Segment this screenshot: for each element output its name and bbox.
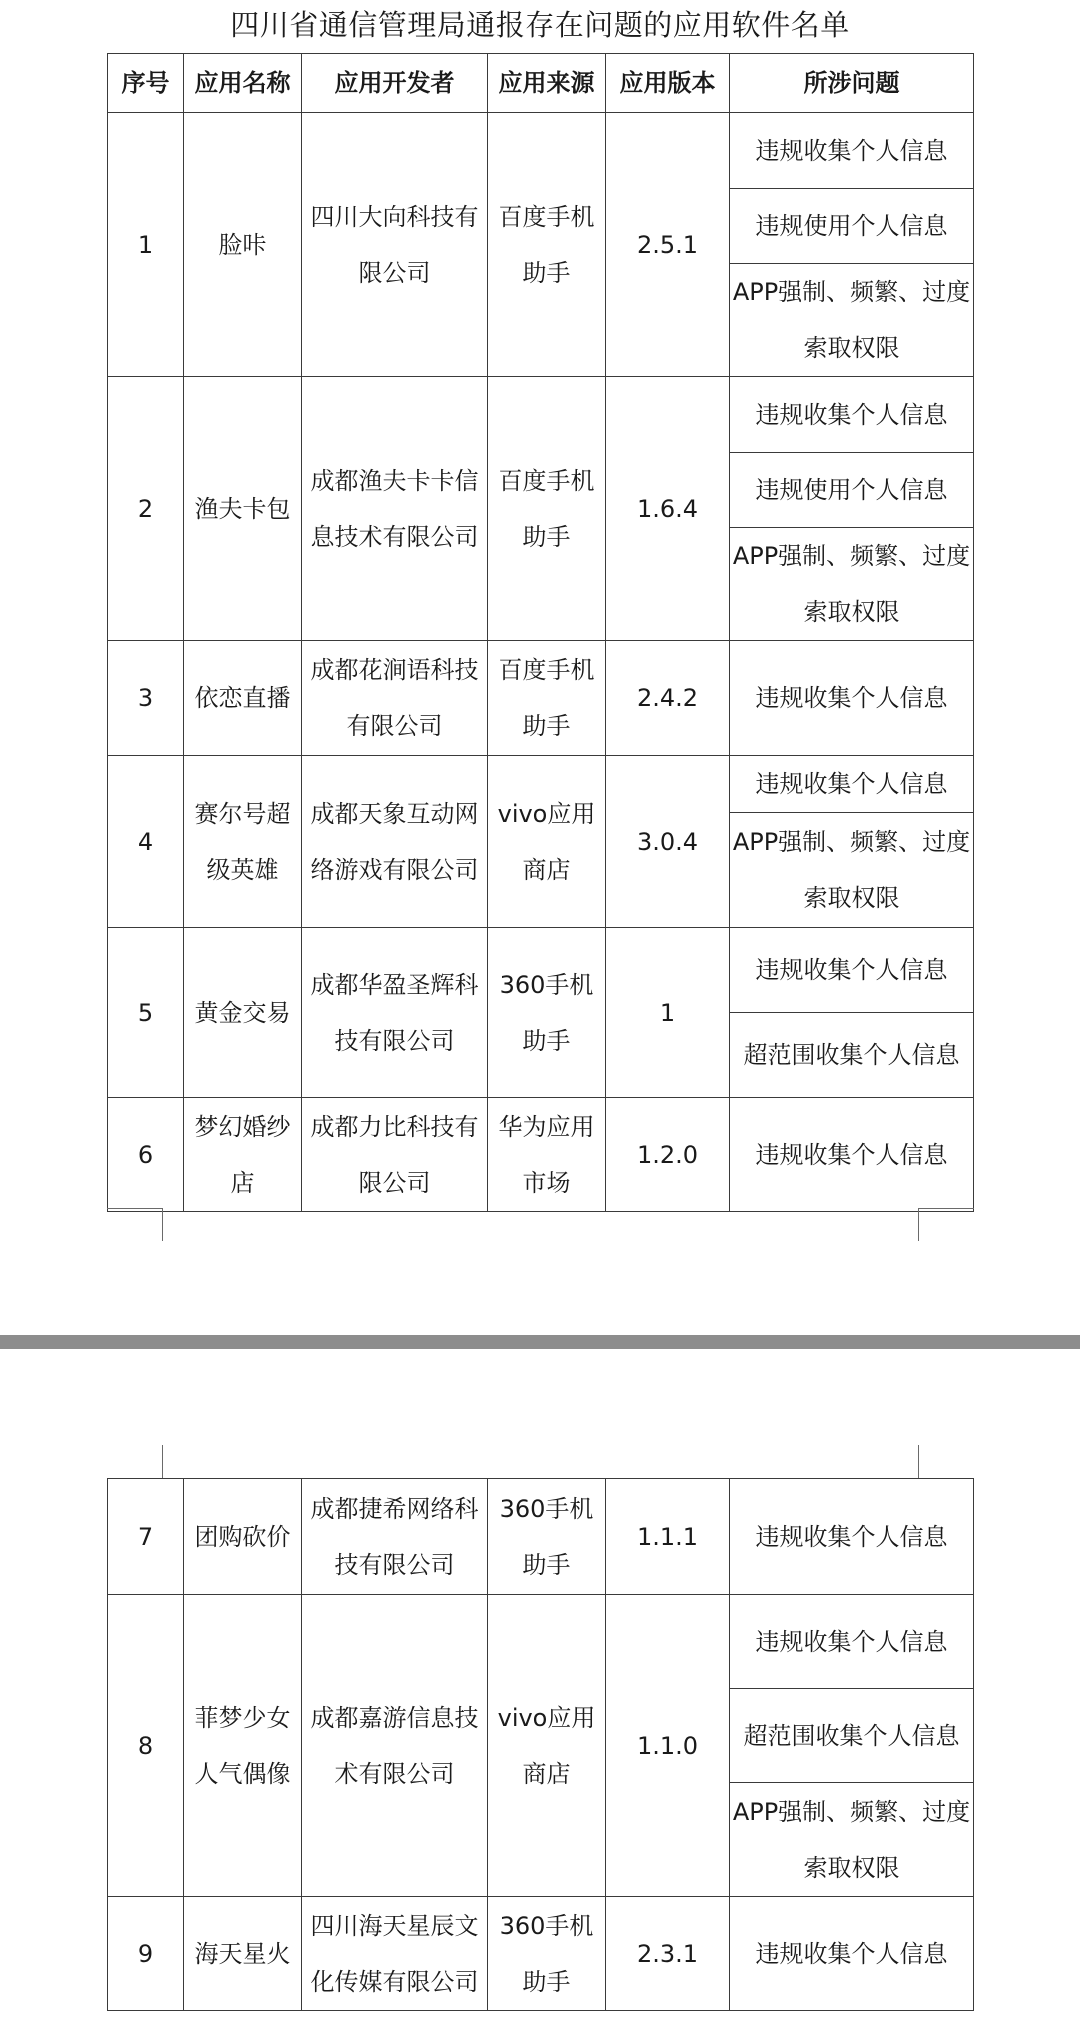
source: 360手机助手 xyxy=(488,1897,606,2011)
header-no: 序号 xyxy=(108,54,184,113)
table-row xyxy=(108,113,974,189)
app-list-table-page-2 xyxy=(107,1478,974,2011)
crop-mark xyxy=(162,1445,163,1478)
header-source: 应用来源 xyxy=(488,54,606,113)
app-name: 赛尔号超级英雄 xyxy=(184,756,302,928)
issue: 违规收集个人信息 xyxy=(730,113,974,189)
source: 百度手机助手 xyxy=(488,113,606,377)
row-no: 6 xyxy=(108,1098,184,1212)
version: 1.6.4 xyxy=(606,377,730,641)
row-no: 4 xyxy=(108,756,184,928)
issue: 违规使用个人信息 xyxy=(730,189,974,264)
version: 2.5.1 xyxy=(606,113,730,377)
developer: 成都华盈圣辉科技有限公司 xyxy=(302,928,488,1098)
source: vivo应用商店 xyxy=(488,756,606,928)
source: 360手机助手 xyxy=(488,1479,606,1595)
header-row xyxy=(108,54,974,113)
crop-mark xyxy=(918,1445,919,1478)
app-name: 菲梦少女人气偶像 xyxy=(184,1595,302,1897)
header-version: 应用版本 xyxy=(606,54,730,113)
version: 3.0.4 xyxy=(606,756,730,928)
app-name: 脸咔 xyxy=(184,113,302,377)
row-no: 5 xyxy=(108,928,184,1098)
version: 1 xyxy=(606,928,730,1098)
issue: 违规收集个人信息 xyxy=(730,1479,974,1595)
issue: 超范围收集个人信息 xyxy=(730,1013,974,1098)
version: 2.3.1 xyxy=(606,1897,730,2011)
issue: APP强制、频繁、过度索取权限 xyxy=(730,1783,974,1897)
developer: 成都捷希网络科技有限公司 xyxy=(302,1479,488,1595)
issue: 超范围收集个人信息 xyxy=(730,1689,974,1783)
source: 百度手机助手 xyxy=(488,641,606,756)
header-app-name: 应用名称 xyxy=(184,54,302,113)
issue: 违规收集个人信息 xyxy=(730,1595,974,1689)
app-list-table-page-1 xyxy=(107,53,974,1212)
version: 1.1.0 xyxy=(606,1595,730,1897)
page-separator xyxy=(0,1335,1080,1349)
table-row xyxy=(108,641,974,756)
developer: 成都天象互动网络游戏有限公司 xyxy=(302,756,488,928)
table-row xyxy=(108,1595,974,1689)
table-row xyxy=(108,1897,974,2011)
row-no: 7 xyxy=(108,1479,184,1595)
issue: APP强制、频繁、过度索取权限 xyxy=(730,528,974,641)
header-issues: 所涉问题 xyxy=(730,54,974,113)
app-name: 渔夫卡包 xyxy=(184,377,302,641)
source: 百度手机助手 xyxy=(488,377,606,641)
issue: APP强制、频繁、过度索取权限 xyxy=(730,264,974,377)
developer: 成都渔夫卡卡信息技术有限公司 xyxy=(302,377,488,641)
page-title: 四川省通信管理局通报存在问题的应用软件名单 xyxy=(230,8,850,42)
issue: 违规收集个人信息 xyxy=(730,641,974,756)
version: 1.1.1 xyxy=(606,1479,730,1595)
app-name: 团购砍价 xyxy=(184,1479,302,1595)
app-name: 梦幻婚纱店 xyxy=(184,1098,302,1212)
app-name: 依恋直播 xyxy=(184,641,302,756)
app-name: 海天星火 xyxy=(184,1897,302,2011)
issue: APP强制、频繁、过度索取权限 xyxy=(730,813,974,928)
issue: 违规收集个人信息 xyxy=(730,756,974,813)
table-row xyxy=(108,377,974,453)
version: 1.2.0 xyxy=(606,1098,730,1212)
source: 华为应用市场 xyxy=(488,1098,606,1212)
issue: 违规使用个人信息 xyxy=(730,453,974,528)
crop-mark xyxy=(918,1208,974,1241)
row-no: 9 xyxy=(108,1897,184,2011)
developer: 成都花涧语科技有限公司 xyxy=(302,641,488,756)
issue: 违规收集个人信息 xyxy=(730,928,974,1013)
row-no: 1 xyxy=(108,113,184,377)
source: 360手机助手 xyxy=(488,928,606,1098)
developer: 成都力比科技有限公司 xyxy=(302,1098,488,1212)
app-name: 黄金交易 xyxy=(184,928,302,1098)
source: vivo应用商店 xyxy=(488,1595,606,1897)
row-no: 3 xyxy=(108,641,184,756)
issue: 违规收集个人信息 xyxy=(730,377,974,453)
table-row xyxy=(108,756,974,813)
version: 2.4.2 xyxy=(606,641,730,756)
crop-mark xyxy=(107,1208,163,1241)
developer: 四川海天星辰文化传媒有限公司 xyxy=(302,1897,488,2011)
issue: 违规收集个人信息 xyxy=(730,1897,974,2011)
row-no: 8 xyxy=(108,1595,184,1897)
developer: 成都嘉游信息技术有限公司 xyxy=(302,1595,488,1897)
table-row xyxy=(108,928,974,1013)
table-row xyxy=(108,1098,974,1212)
table-row xyxy=(108,1479,974,1595)
row-no: 2 xyxy=(108,377,184,641)
developer: 四川大向科技有限公司 xyxy=(302,113,488,377)
header-developer: 应用开发者 xyxy=(302,54,488,113)
issue: 违规收集个人信息 xyxy=(730,1098,974,1212)
